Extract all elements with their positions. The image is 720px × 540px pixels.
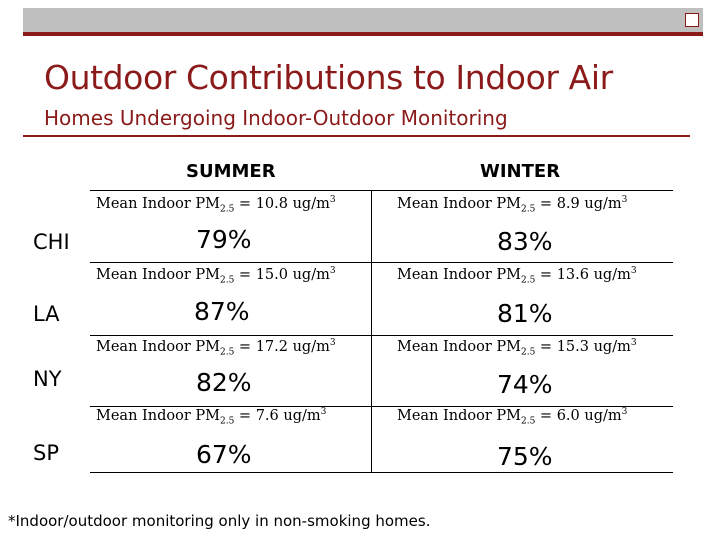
mean-summer-ny: Mean Indoor $PM_{2.5} = 17.2$ $ug/m^3$ [96,338,336,358]
table-rule [90,472,673,473]
mean-winter-la: Mean Indoor $PM_{2.5} = 13.6$ $ug/m^3$ [397,266,637,286]
percent-winter-la: 81% [497,299,553,328]
percent-summer-ny: 82% [196,368,252,397]
table-rule [90,335,673,336]
percent-winter-chi: 83% [497,227,553,256]
mean-winter-ny: Mean Indoor $PM_{2.5} = 15.3$ $ug/m^3$ [397,338,637,358]
mean-summer-sp: Mean Indoor $PM_{2.5} = 7.6$ $ug/m^3$ [96,407,327,427]
table-column-divider [371,190,372,473]
mean-winter-chi: Mean Indoor $PM_{2.5} = 8.9$ $ug/m^3$ [397,195,628,215]
percent-summer-chi: 79% [196,225,252,254]
slide-corner-box [685,13,699,27]
row-label-la: LA [33,302,60,326]
slide-title: Outdoor Contributions to Indoor Air [44,58,613,97]
percent-summer-sp: 67% [196,440,252,469]
slide-top-bar [23,8,703,36]
column-header-winter: WINTER [480,161,561,182]
row-label-sp: SP [33,441,59,465]
mean-summer-chi: Mean Indoor $PM_{2.5} = 10.8$ $ug/m^3$ [96,195,336,215]
footnote: *Indoor/outdoor monitoring only in non-smoking homes. [8,512,431,530]
row-label-ny: NY [33,367,62,391]
column-header-summer: SUMMER [186,161,276,182]
percent-winter-ny: 74% [497,370,553,399]
percent-winter-sp: 75% [497,442,553,471]
title-divider [23,135,690,137]
row-label-chi: CHI [33,230,70,254]
mean-winter-sp: Mean Indoor $PM_{2.5} = 6.0$ $ug/m^3$ [397,407,628,427]
table-rule [90,190,673,191]
percent-summer-la: 87% [194,297,250,326]
table-rule [90,262,673,263]
slide-subtitle: Homes Undergoing Indoor-Outdoor Monitoring [44,106,508,130]
mean-summer-la: Mean Indoor $PM_{2.5} = 15.0$ $ug/m^3$ [96,266,336,286]
